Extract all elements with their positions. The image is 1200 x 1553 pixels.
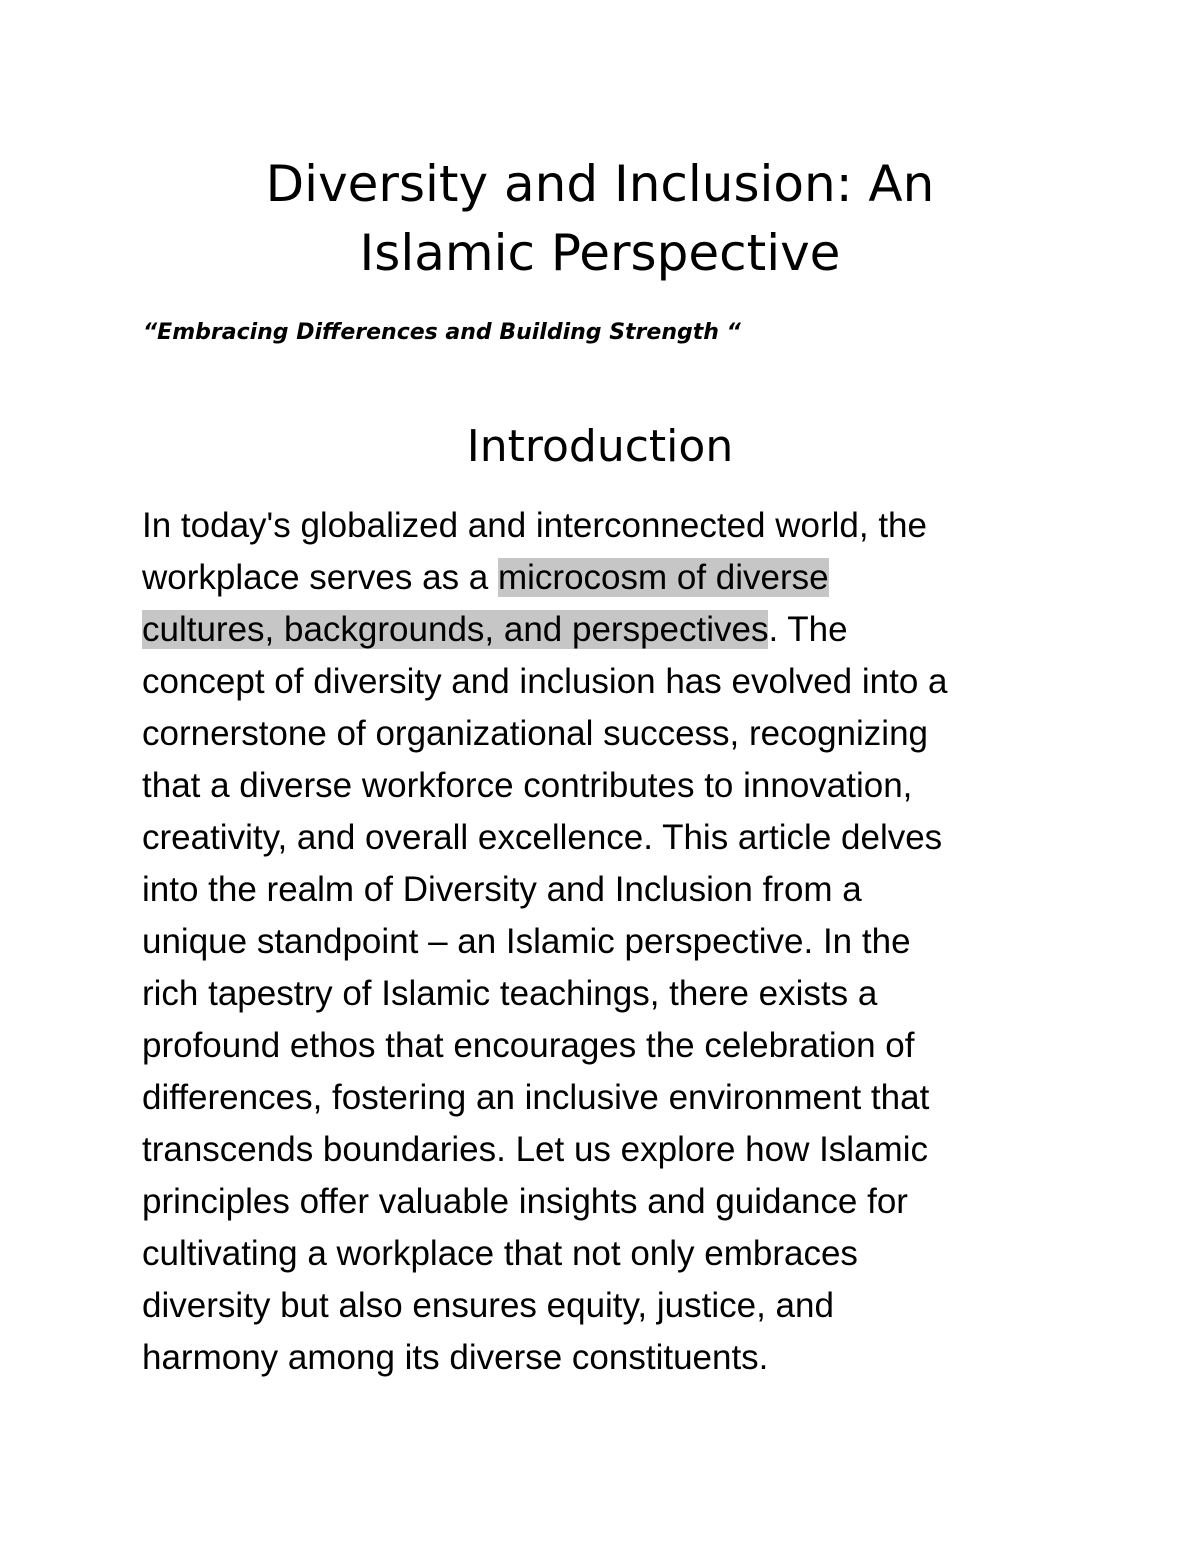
paragraph-line: transcends boundaries. Let us explore how Islamic [142,1130,928,1169]
paragraph-text: workplace serves as a [142,558,498,597]
paragraph-line: that a diverse workforce contributes to innovation, [142,766,913,805]
title-line-2: Islamic Perspective [359,224,841,282]
paragraph-line: rich tapestry of Islamic teachings, there exists a [142,974,878,1013]
paragraph-line: unique standpoint – an Islamic perspective. In the [142,922,911,961]
paragraph-line: profound ethos that encourages the celebration of [142,1026,915,1065]
paragraph-line: In today's globalized and interconnected world, the [142,506,927,545]
paragraph-line: harmony among its diverse constituents. [142,1338,769,1377]
tagline: “Embracing Differences and Building Strength “ [143,320,741,345]
paragraph-line: into the realm of Diversity and Inclusion from a [142,870,862,909]
paragraph-line: diversity but also ensures equity, justice, and [142,1286,834,1325]
paragraph-line [142,604,1062,656]
highlighted-text: cultures, backgrounds, and perspectives [142,610,769,649]
paragraph-line [142,552,1062,604]
highlighted-text: microcosm of diverse [497,558,829,597]
paragraph-line: cornerstone of organizational success, recognizing [142,714,928,753]
introduction-paragraph [142,500,1062,1384]
paragraph-line: concept of diversity and inclusion has evolved into a [142,662,948,701]
paragraph-line: differences, fostering an inclusive environment that [142,1078,930,1117]
paragraph-line: creativity, and overall excellence. This article delves [142,818,943,857]
paragraph-line: principles offer valuable insights and guidance for [142,1182,908,1221]
document-title [150,150,1050,288]
paragraph-line: cultivating a workplace that not only embraces [142,1234,858,1273]
section-heading-introduction: Introduction [466,421,734,472]
paragraph-text: . The [768,610,848,649]
title-line-1: Diversity and Inclusion: An [265,155,935,213]
